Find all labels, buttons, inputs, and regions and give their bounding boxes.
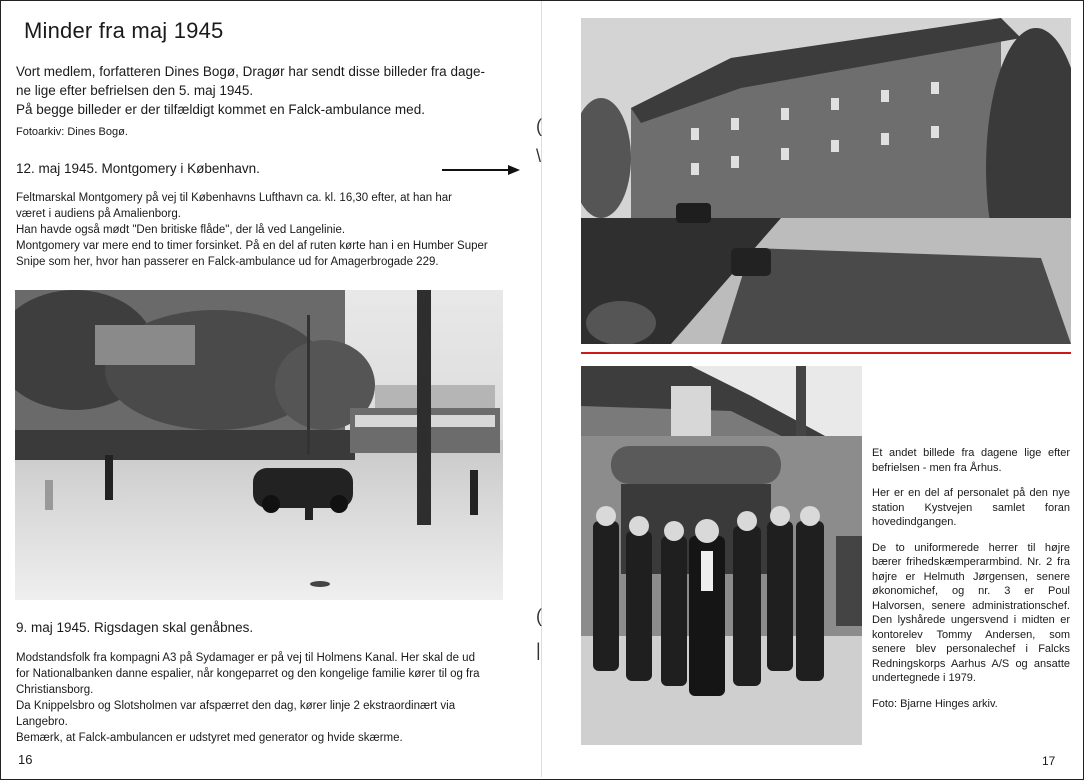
body-line: Langebro.: [16, 716, 68, 728]
edge-mark: |: [536, 640, 541, 660]
edge-mark: (: [536, 606, 542, 626]
intro-text: [16, 62, 516, 119]
photo-falck-staff: [581, 366, 862, 745]
section1-heading: 12. maj 1945. Montgomery i København.: [16, 161, 260, 176]
caption-paragraph: Et andet billede fra dagene lige efter befrielsen - men fra Århus.: [872, 447, 1070, 474]
body-line: Snipe som her, hvor han passerer en Falck-ambulance ud for Amagerbrogade 229.: [16, 256, 439, 268]
section2-heading: 9. maj 1945. Rigsdagen skal genåbnes.: [16, 620, 254, 635]
body-line: Christiansborg.: [16, 684, 94, 696]
photo-caption: [872, 446, 1070, 722]
photo-montgomery-street: [15, 290, 503, 600]
intro-line: Vort medlem, forfatteren Dines Bogø, Dragør har sendt disse billeder fra dage-: [16, 64, 485, 79]
intro-line: ne lige efter befrielsen den 5. maj 1945.: [16, 83, 254, 98]
body-line: Montgomery var mere end to timer forsinket. På en del af ruten kørte han i en Humber Super: [16, 240, 488, 252]
edge-mark: \: [536, 146, 542, 166]
page-number-right: 17: [1042, 754, 1056, 768]
caption-credit: Foto: Bjarne Hinges arkiv.: [872, 697, 998, 710]
body-line: for Nationalbanken danne espalier, når kongeparret og den kongelige familie kører til og fra: [16, 668, 480, 680]
caption-paragraph: Her er en del af personalet på den nye station Kystvejen samlet foran hovedindgangen.: [872, 487, 1070, 528]
body-line: Han havde også mødt "Den britiske flåde", der lå ved Langelinie.: [16, 224, 346, 236]
body-line: Feltmarskal Montgomery på vej til Københavns Lufthavn ca. kl. 16,30 efter, at han har: [16, 192, 452, 204]
edge-mark: (: [536, 116, 542, 136]
body-line: Modstandsfolk fra kompagni A3 på Sydamager er på vej til Holmens Kanal. Her skal de ud: [16, 652, 475, 664]
page-number-left: 16: [18, 752, 33, 767]
caption-paragraph: De to uniformerede herrer til højre bærer frihedskæmperarmbind. Nr. 2 fra højre er Helmuth Jørgensen, senere økonomichef, og nr. 3 er Poul Halvorsen, senere administrationschef. Den lyshårede ungersvend i midten er kontorelev Tommy Andersen, som senere blev personalechef i Falcks Redningskorps Aarhus A/S og ansatte undertegnede i 1979.: [872, 541, 1070, 684]
body-line: Bemærk, at Falck-ambulancen er udstyret med generator og hvide skærme.: [16, 732, 403, 744]
divider-rule: [581, 352, 1071, 354]
photo-credit: Fotoarkiv: Dines Bogø.: [16, 126, 128, 138]
photo-crowd-apartments: [581, 18, 1071, 344]
page-title: Minder fra maj 1945: [24, 18, 224, 43]
body-line: været i audiens på Amalienborg.: [16, 208, 181, 220]
section2-body: [16, 650, 516, 746]
section1-body: [16, 190, 516, 270]
body-line: Da Knippelsbro og Slotsholmen var afspærret den dag, kører linje 2 ekstraordinært via: [16, 700, 456, 712]
arrow-right-icon: [442, 164, 520, 176]
intro-line: På begge billeder er der tilfældigt kommet en Falck-ambulance med.: [16, 102, 425, 117]
